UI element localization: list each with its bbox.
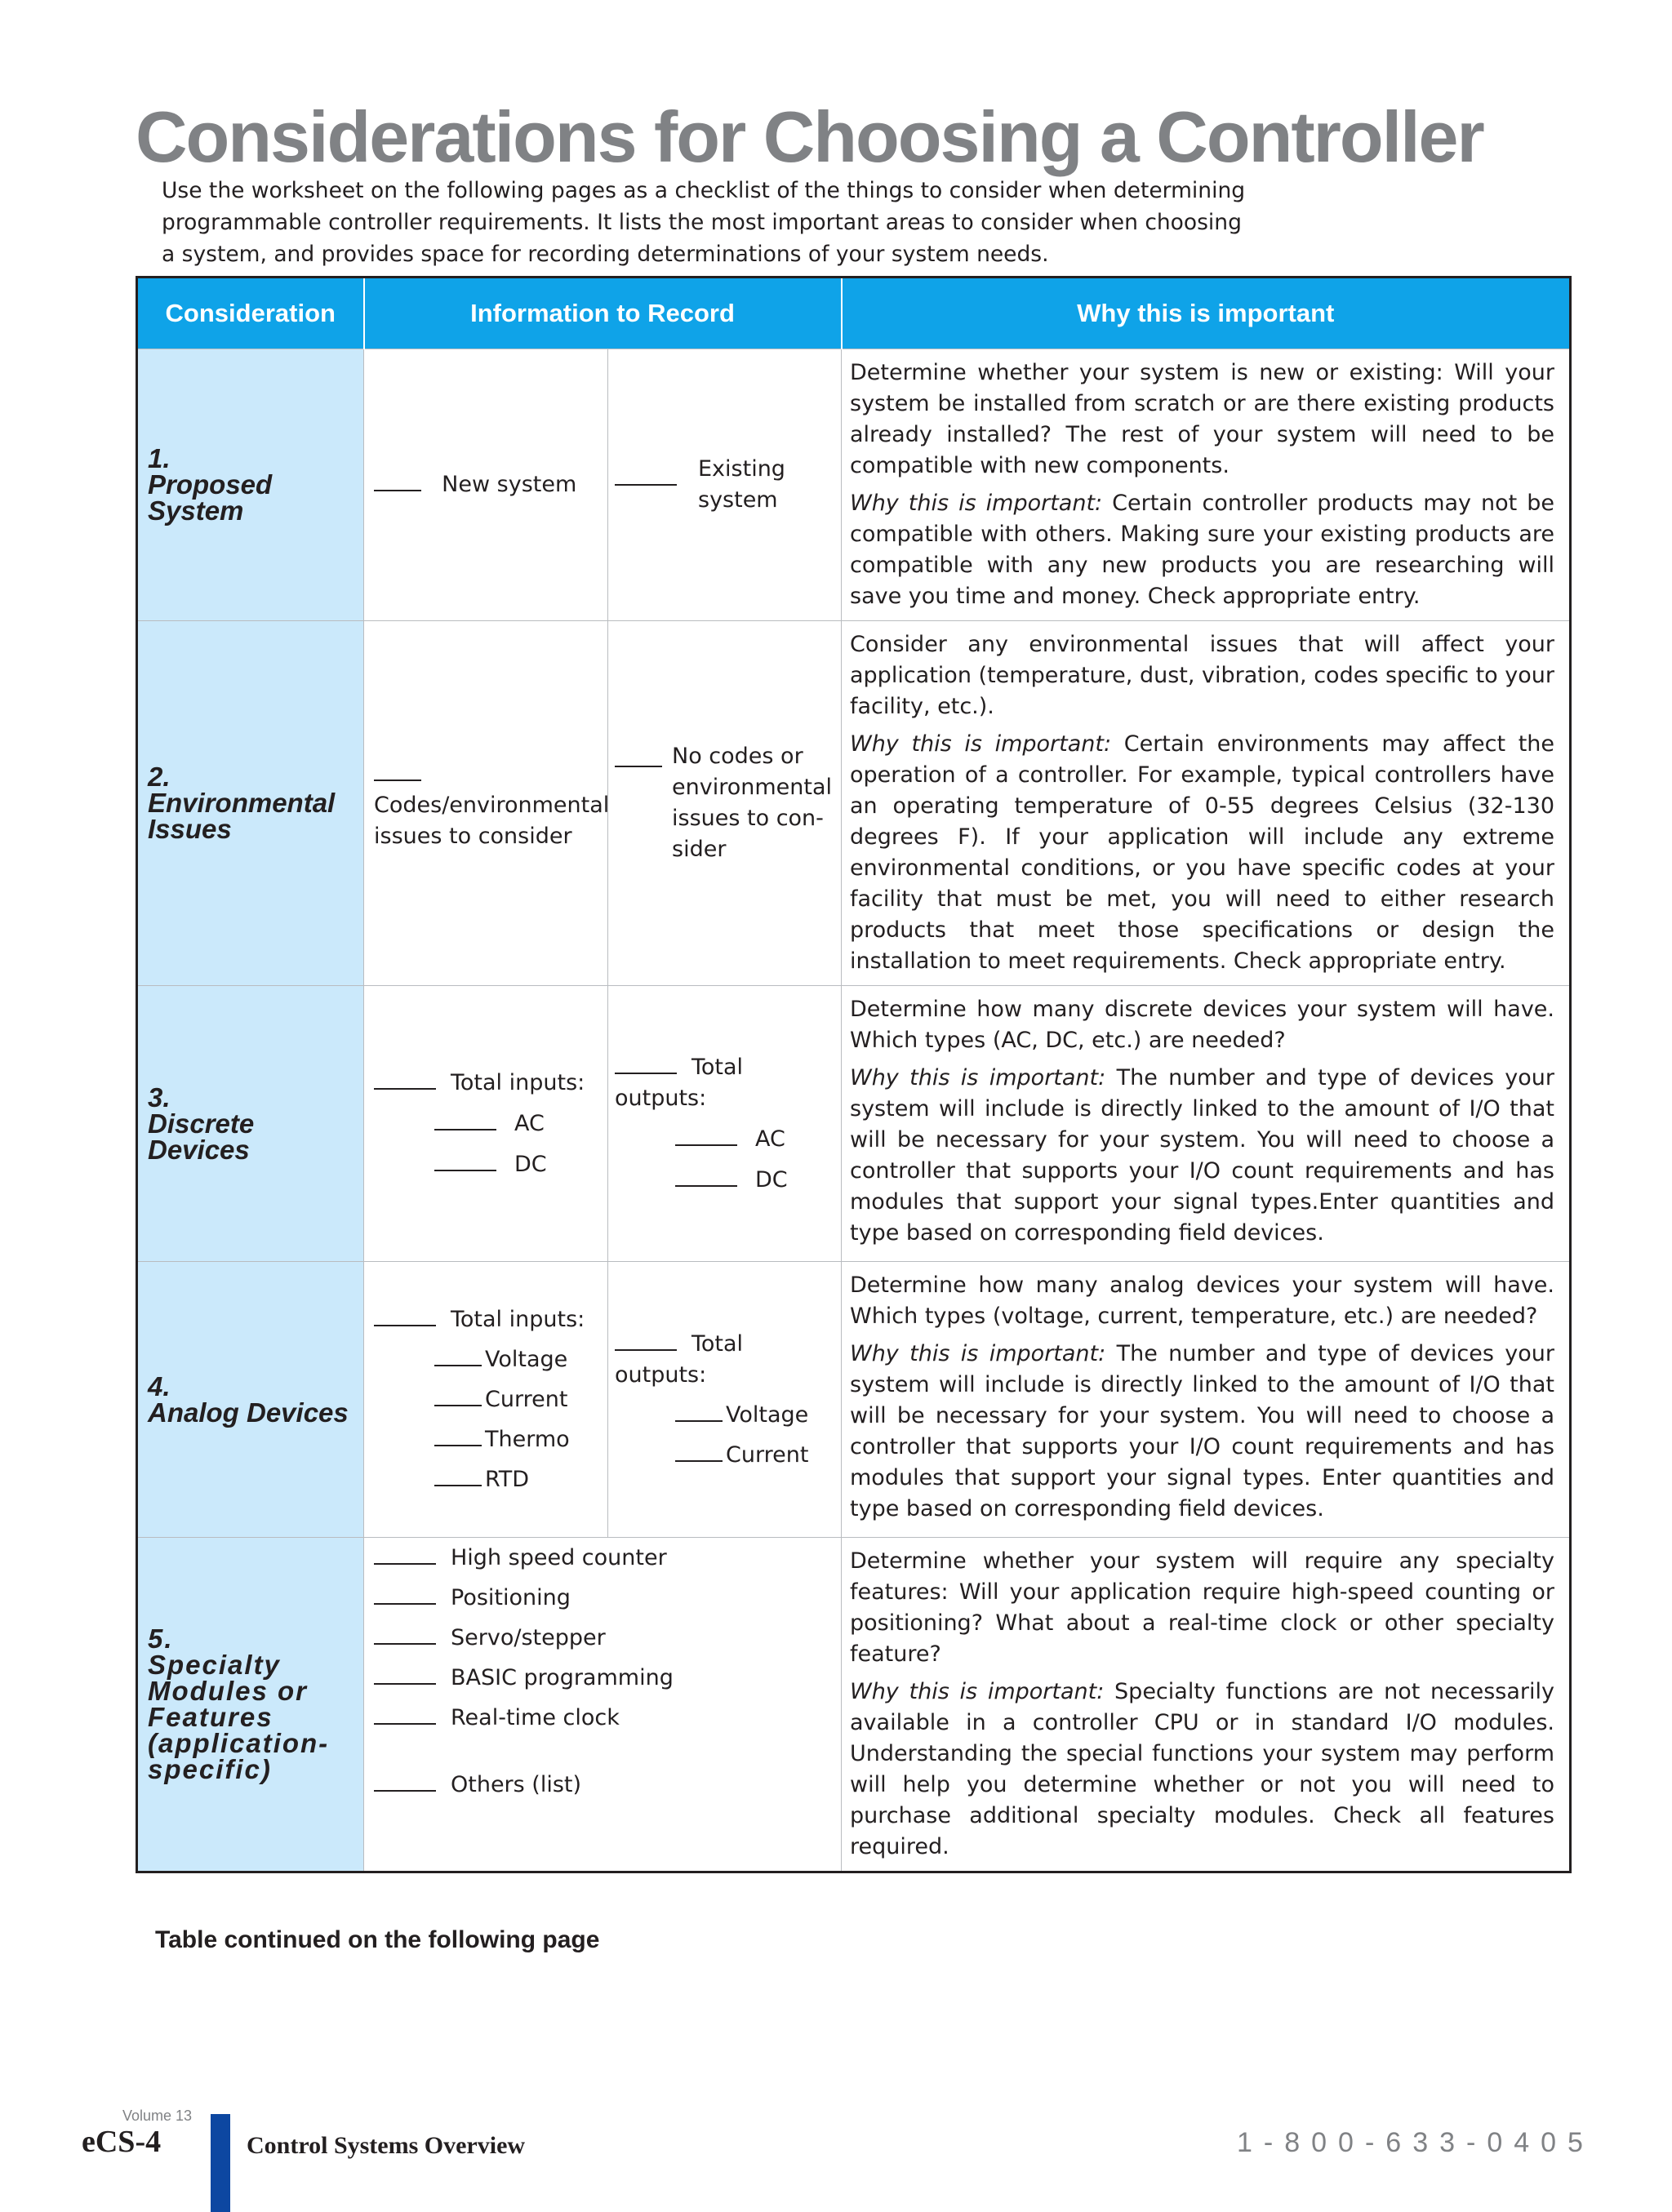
why-label: Why this is important: bbox=[850, 731, 1112, 757]
checkbox-blank[interactable] bbox=[374, 1325, 436, 1326]
intro-line: programmable controller requirements. It lists the most important areas to consider when choosing bbox=[162, 210, 1242, 235]
why-text bbox=[850, 1063, 1554, 1249]
page-title: Considerations for Choosing a Controller bbox=[136, 96, 1483, 177]
option-label: BASIC programming bbox=[451, 1665, 674, 1690]
intro-line: a system, and provides space for recording determinations of your system needs. bbox=[162, 242, 1049, 267]
row-title: Proposed System bbox=[148, 469, 273, 526]
why-body: The number and type of devices your system will include is directly linked to the amount of I/O that will be necessary for your system. You will need to choose a controller that supports your I/O count requirements and has modules that support your signal types. Enter quantities and type based on corresponding field devices. bbox=[850, 1341, 1554, 1521]
option-label: RTD bbox=[485, 1466, 530, 1492]
why-body: The number and type of devices your system will include is directly linked to the amount of I/O that will be necessary for your system. You will need to choose a controller that supports your I/O count requirements and has modules that support your signal types.Enter quantities and type based on corresponding field devices. bbox=[850, 1065, 1554, 1246]
why-label: Why this is important: bbox=[850, 491, 1103, 516]
checkbox-blank[interactable] bbox=[374, 1643, 436, 1645]
description: Consider any environmental issues that will affect your application (temperature, dust, vibration, codes specific to your facility, etc.). bbox=[850, 632, 1554, 719]
consideration-cell bbox=[137, 621, 364, 986]
option-label: Total outputs: bbox=[615, 1330, 744, 1388]
checkbox-blank[interactable] bbox=[675, 1144, 737, 1146]
checkbox-blank[interactable] bbox=[675, 1420, 723, 1422]
checkbox-blank[interactable] bbox=[374, 1683, 436, 1685]
option-label: Real-time clock bbox=[451, 1705, 620, 1730]
row-title: Environmental bbox=[148, 788, 336, 818]
description: Determine whether your system will require any specialty features: Will your application require high-speed counting or positioning? What about a real-time clock or other specialty feature? bbox=[850, 1548, 1554, 1667]
option-label: AC bbox=[514, 1110, 545, 1136]
option-label: New system bbox=[442, 472, 577, 497]
info-right-cell bbox=[608, 349, 842, 621]
table-row bbox=[137, 1262, 1571, 1538]
info-left-cell bbox=[364, 986, 608, 1262]
option-label: Servo/stepper bbox=[451, 1625, 606, 1650]
option-label: DC bbox=[514, 1151, 547, 1177]
why-text bbox=[850, 488, 1554, 612]
header-consideration: Consideration bbox=[137, 278, 364, 349]
why-cell bbox=[842, 1538, 1571, 1872]
checkbox-blank[interactable] bbox=[374, 1790, 436, 1792]
why-body: Certain environments may affect the operation of a controller. For example, typical controllers have an operating temperature of 0-55 degrees Celsius (32-130 degrees F). If your application will include any extreme environmental conditions, or you have specific codes at your facility that must be met, you will need to either research products that meet those specifications or design the installation to meet requirements. Check appropriate entry. bbox=[850, 731, 1554, 974]
checkbox-blank[interactable] bbox=[615, 1073, 677, 1074]
checkbox-blank[interactable] bbox=[434, 1365, 482, 1366]
option-label: issues to con- bbox=[672, 806, 824, 831]
consideration-cell bbox=[137, 1262, 364, 1538]
why-body: Certain controller products may not be compatible with others. Making sure your existing products are compatible with any new products you are researching will save you time and money. Check appropriate entry. bbox=[850, 491, 1554, 609]
why-text bbox=[850, 729, 1554, 977]
checkbox-blank[interactable] bbox=[374, 1603, 436, 1605]
section-title: Control Systems Overview bbox=[247, 2132, 526, 2159]
considerations-table bbox=[136, 276, 1572, 1873]
table-row bbox=[137, 1538, 1571, 1872]
checkbox-blank[interactable] bbox=[615, 1349, 677, 1351]
option-label: Total outputs: bbox=[615, 1054, 744, 1111]
checkbox-blank[interactable] bbox=[675, 1460, 723, 1462]
why-text bbox=[850, 1339, 1554, 1525]
checkbox-blank[interactable] bbox=[434, 1485, 482, 1486]
description: Determine how many discrete devices your system will have. Which types (AC, DC, etc.) are needed? bbox=[850, 997, 1554, 1053]
page-code: eCS-4 bbox=[82, 2125, 162, 2159]
info-left-cell bbox=[364, 621, 608, 986]
checkbox-blank[interactable] bbox=[434, 1445, 482, 1446]
row-title: Features bbox=[148, 1702, 273, 1732]
row-title: (application- bbox=[148, 1728, 330, 1758]
volume-label: Volume 13 bbox=[122, 2108, 193, 2124]
why-label: Why this is important: bbox=[850, 1065, 1106, 1090]
info-left-cell bbox=[364, 349, 608, 621]
option-label: Voltage bbox=[485, 1346, 568, 1372]
option-label: system bbox=[698, 487, 778, 513]
row-number: 3. bbox=[148, 1082, 171, 1113]
why-body: Specialty functions are not necessarily available in a controller CPU or in standard I/O modules. Understanding the special functions your system may perform will help you determine whether or not you will need to purchase additional specialty modules. Check all features required. bbox=[850, 1679, 1554, 1859]
phone-number: 1-800-633-0405 bbox=[1237, 2127, 1594, 2158]
row-number: 1. bbox=[148, 443, 171, 473]
checkbox-blank[interactable] bbox=[374, 755, 421, 781]
option-label: Others (list) bbox=[451, 1772, 582, 1797]
table-row bbox=[137, 986, 1571, 1262]
checkbox-blank[interactable] bbox=[434, 1405, 482, 1406]
option-label: Positioning bbox=[451, 1585, 571, 1610]
row-title: Analog Devices bbox=[148, 1397, 349, 1428]
why-text bbox=[850, 1677, 1554, 1863]
checkbox-blank[interactable] bbox=[675, 1185, 737, 1187]
checkbox-blank[interactable] bbox=[615, 484, 677, 486]
option-label: sider bbox=[672, 837, 727, 862]
row-number: 5. bbox=[148, 1623, 174, 1654]
table-row bbox=[137, 621, 1571, 986]
consideration-cell bbox=[137, 986, 364, 1262]
intro-text bbox=[162, 175, 1256, 270]
checkbox-blank[interactable] bbox=[374, 1088, 436, 1090]
why-cell bbox=[842, 1262, 1571, 1538]
footer-accent-bar bbox=[211, 2114, 230, 2212]
why-cell bbox=[842, 349, 1571, 621]
consideration-cell bbox=[137, 1538, 364, 1872]
table-header-row bbox=[137, 278, 1571, 349]
continued-note: Table continued on the following page bbox=[155, 1926, 600, 1953]
option-label: AC bbox=[755, 1126, 785, 1152]
header-information: Information to Record bbox=[364, 278, 842, 349]
option-label: environmental bbox=[672, 775, 833, 800]
why-cell bbox=[842, 986, 1571, 1262]
option-label: Codes/environmental bbox=[374, 792, 610, 818]
row-number: 4. bbox=[148, 1370, 171, 1401]
row-title: Issues bbox=[148, 814, 232, 844]
info-right-cell bbox=[608, 1262, 842, 1538]
checkbox-blank[interactable] bbox=[434, 1170, 496, 1171]
checkbox-blank[interactable] bbox=[615, 741, 662, 767]
header-why: Why this is important bbox=[842, 278, 1571, 349]
row-title: Modules or bbox=[148, 1676, 309, 1706]
consideration-cell bbox=[137, 349, 364, 621]
option-label: No codes or bbox=[672, 744, 803, 769]
option-label: Existing bbox=[698, 456, 785, 482]
checkbox-blank[interactable] bbox=[374, 1723, 436, 1725]
description: Determine how many analog devices your system will have. Which types (voltage, current, temperature, etc.) are needed? bbox=[850, 1273, 1554, 1329]
info-left-cell bbox=[364, 1262, 608, 1538]
why-label: Why this is important: bbox=[850, 1341, 1106, 1366]
description: Determine whether your system is new or existing: Will your system be installed from scratch or are there existing products already installed? The rest of your system will need to be compatible with new components. bbox=[850, 360, 1554, 478]
option-label: DC bbox=[755, 1166, 788, 1193]
option-label: issues to consider bbox=[374, 823, 572, 849]
info-right-cell bbox=[608, 621, 842, 986]
info-right-cell bbox=[608, 986, 842, 1262]
why-cell bbox=[842, 621, 1571, 986]
option-label: High speed counter bbox=[451, 1545, 667, 1570]
option-label: Current bbox=[726, 1441, 809, 1468]
row-title: Discrete Devices bbox=[148, 1108, 255, 1165]
checkbox-blank[interactable] bbox=[374, 490, 421, 491]
checkbox-blank[interactable] bbox=[434, 1129, 496, 1130]
option-label: Total inputs: bbox=[451, 1069, 585, 1095]
table-row bbox=[137, 349, 1571, 621]
option-label: Thermo bbox=[485, 1426, 570, 1452]
row-title: specific) bbox=[148, 1754, 272, 1784]
option-label: Current bbox=[485, 1386, 568, 1412]
info-cell bbox=[364, 1538, 842, 1872]
why-label: Why this is important: bbox=[850, 1679, 1105, 1704]
checkbox-blank[interactable] bbox=[374, 1563, 436, 1565]
option-label: Total inputs: bbox=[451, 1306, 585, 1332]
intro-line: Use the worksheet on the following pages as a checklist of the things to consider when determining bbox=[162, 178, 1246, 203]
row-title: Specialty bbox=[148, 1650, 281, 1680]
row-number: 2. bbox=[148, 762, 171, 792]
option-label: Voltage bbox=[726, 1401, 809, 1428]
